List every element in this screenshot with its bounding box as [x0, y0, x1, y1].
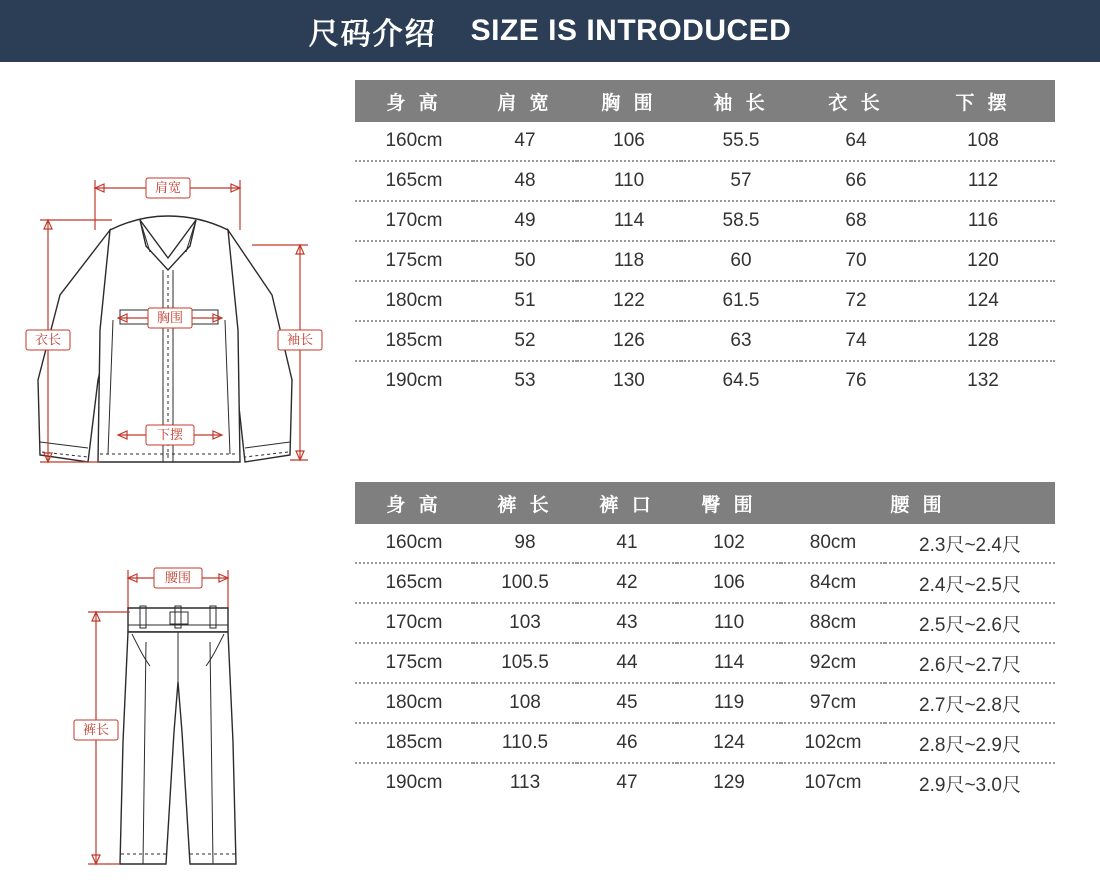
table-cell: 72	[801, 281, 911, 321]
table-cell: 57	[681, 161, 801, 201]
chest-label: 胸围	[156, 310, 184, 325]
table-cell: 180cm	[355, 281, 473, 321]
table-cell: 165cm	[355, 563, 473, 603]
table-cell: 70	[801, 241, 911, 281]
table-cell: 2.7尺~2.8尺	[885, 683, 1055, 723]
table-cell: 106	[577, 122, 681, 161]
page-title-cn: 尺码介绍	[308, 18, 437, 51]
table-cell: 124	[911, 281, 1055, 321]
pants-drawing	[120, 606, 236, 864]
table-cell: 128	[911, 321, 1055, 361]
jacket-diagram	[0, 80, 355, 470]
table-cell: 53	[473, 361, 577, 400]
table-cell: 80cm	[781, 524, 885, 563]
table-cell: 107cm	[781, 763, 885, 802]
waist-label: 腰围	[164, 570, 192, 585]
table-cell: 45	[577, 683, 677, 723]
table-cell: 51	[473, 281, 577, 321]
table-row	[355, 122, 1055, 161]
table-cell: 113	[473, 763, 577, 802]
table-cell: 2.4尺~2.5尺	[885, 563, 1055, 603]
page-title-en: SIZE IS INTRODUCED	[470, 14, 792, 47]
table-cell: 108	[911, 122, 1055, 161]
table-cell: 74	[801, 321, 911, 361]
table-cell: 42	[577, 563, 677, 603]
pants-header-cell: 臀 围	[677, 482, 781, 524]
table-cell: 185cm	[355, 723, 473, 763]
pants-table-header-row	[355, 482, 1055, 524]
pants-header-cell: 裤 长	[473, 482, 577, 524]
jacket-header-cell: 身 高	[355, 80, 473, 122]
waist-dimension	[128, 568, 228, 608]
table-cell: 165cm	[355, 161, 473, 201]
table-cell: 64	[801, 122, 911, 161]
table-cell: 102	[677, 524, 781, 563]
table-cell: 114	[577, 201, 681, 241]
table-cell: 175cm	[355, 643, 473, 683]
pants-table-wrap	[355, 482, 1065, 802]
table-cell: 105.5	[473, 643, 577, 683]
table-cell: 2.9尺~3.0尺	[885, 763, 1055, 802]
table-cell: 175cm	[355, 241, 473, 281]
table-cell: 129	[677, 763, 781, 802]
table-cell: 48	[473, 161, 577, 201]
table-cell: 170cm	[355, 201, 473, 241]
table-cell: 97cm	[781, 683, 885, 723]
table-cell: 190cm	[355, 361, 473, 400]
pants-figure	[0, 482, 355, 882]
table-cell: 52	[473, 321, 577, 361]
table-cell: 2.8尺~2.9尺	[885, 723, 1055, 763]
page-content	[0, 62, 1100, 837]
table-cell: 185cm	[355, 321, 473, 361]
table-cell: 2.3尺~2.4尺	[885, 524, 1055, 563]
table-cell: 110	[577, 161, 681, 201]
jacket-table-wrap	[355, 80, 1065, 400]
page-header	[0, 0, 1100, 62]
table-row	[355, 281, 1055, 321]
table-cell: 55.5	[681, 122, 801, 161]
table-row	[355, 683, 1055, 723]
jacket-section	[0, 80, 1065, 470]
table-cell: 110.5	[473, 723, 577, 763]
table-row	[355, 201, 1055, 241]
table-cell: 122	[577, 281, 681, 321]
table-cell: 41	[577, 524, 677, 563]
table-cell: 2.6尺~2.7尺	[885, 643, 1055, 683]
table-cell: 112	[911, 161, 1055, 201]
table-cell: 60	[681, 241, 801, 281]
table-cell: 84cm	[781, 563, 885, 603]
table-cell: 46	[577, 723, 677, 763]
table-cell: 100.5	[473, 563, 577, 603]
pants-header-cell: 身 高	[355, 482, 473, 524]
table-row	[355, 361, 1055, 400]
table-cell: 130	[577, 361, 681, 400]
table-cell: 119	[677, 683, 781, 723]
table-cell: 2.5尺~2.6尺	[885, 603, 1055, 643]
shoulder-label: 肩宽	[154, 180, 182, 195]
length-label: 衣长	[34, 332, 62, 347]
jacket-header-cell: 肩 宽	[473, 80, 577, 122]
table-cell: 50	[473, 241, 577, 281]
table-cell: 114	[677, 643, 781, 683]
table-cell: 102cm	[781, 723, 885, 763]
table-cell: 88cm	[781, 603, 885, 643]
pants-section	[0, 482, 1065, 882]
inseam-label: 裤长	[82, 722, 110, 737]
table-cell: 61.5	[681, 281, 801, 321]
table-row	[355, 241, 1055, 281]
table-cell: 103	[473, 603, 577, 643]
table-row	[355, 161, 1055, 201]
table-cell: 190cm	[355, 763, 473, 802]
table-cell: 160cm	[355, 122, 473, 161]
table-cell: 92cm	[781, 643, 885, 683]
jacket-table-header-row	[355, 80, 1055, 122]
table-cell: 124	[677, 723, 781, 763]
table-cell: 108	[473, 683, 577, 723]
table-cell: 98	[473, 524, 577, 563]
table-cell: 58.5	[681, 201, 801, 241]
table-row	[355, 723, 1055, 763]
jacket-header-cell: 袖 长	[681, 80, 801, 122]
table-cell: 160cm	[355, 524, 473, 563]
table-cell: 68	[801, 201, 911, 241]
table-cell: 43	[577, 603, 677, 643]
jacket-size-table	[355, 80, 1055, 400]
table-cell: 132	[911, 361, 1055, 400]
sleeve-label: 袖长	[286, 332, 314, 347]
jacket-header-cell: 胸 围	[577, 80, 681, 122]
table-cell: 76	[801, 361, 911, 400]
table-cell: 49	[473, 201, 577, 241]
table-cell: 170cm	[355, 603, 473, 643]
pants-diagram	[0, 482, 355, 882]
table-cell: 63	[681, 321, 801, 361]
table-row	[355, 563, 1055, 603]
jacket-header-cell: 衣 长	[801, 80, 911, 122]
table-row	[355, 321, 1055, 361]
table-cell: 47	[577, 763, 677, 802]
table-cell: 126	[577, 321, 681, 361]
pants-header-cell: 腰 围	[781, 482, 1055, 524]
table-cell: 116	[911, 201, 1055, 241]
table-row	[355, 603, 1055, 643]
table-cell: 110	[677, 603, 781, 643]
table-row	[355, 643, 1055, 683]
table-row	[355, 524, 1055, 563]
jacket-figure	[0, 80, 355, 470]
table-cell: 64.5	[681, 361, 801, 400]
pants-size-table	[355, 482, 1055, 802]
table-cell: 118	[577, 241, 681, 281]
table-row	[355, 763, 1055, 802]
table-cell: 47	[473, 122, 577, 161]
hem-label: 下摆	[156, 427, 184, 442]
jacket-header-cell: 下 摆	[911, 80, 1055, 122]
table-cell: 44	[577, 643, 677, 683]
table-cell: 180cm	[355, 683, 473, 723]
table-cell: 120	[911, 241, 1055, 281]
table-cell: 106	[677, 563, 781, 603]
pants-header-cell: 裤 口	[577, 482, 677, 524]
table-cell: 66	[801, 161, 911, 201]
